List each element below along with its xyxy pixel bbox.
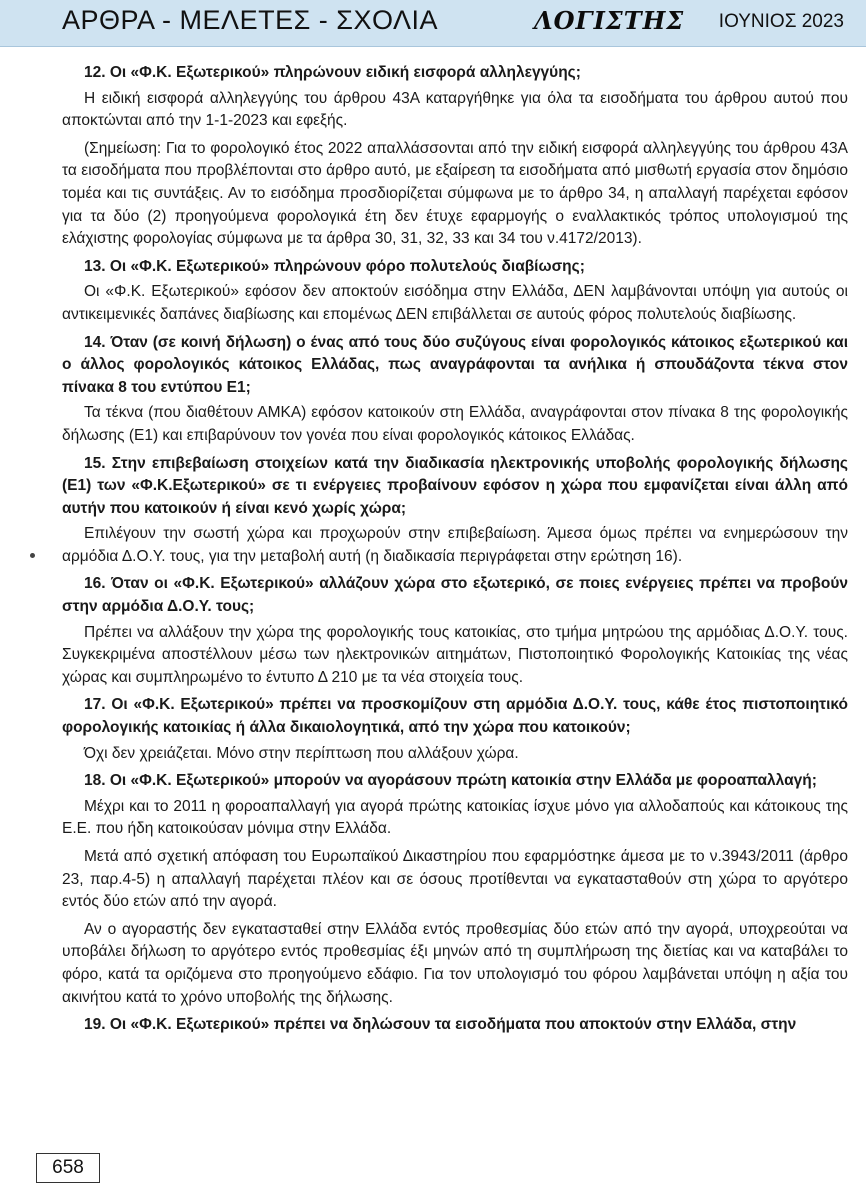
answer-18-p2: Μετά από σχετική απόφαση του Ευρωπαϊκού Δικαστηρίου που εφαρμόστηκε άμεσα με το ν.3943/2011 (άρθρο 23, παρ.4-5) η απαλλαγή παρέχεται πλέον και σε όσους προτίθενται να εγκατασταθούν στη χώρα το αργότερο εντός δύο ετών από την αγορά. <box>62 848 848 911</box>
question-12: 12. Οι «Φ.Κ. Εξωτερικού» πληρώνουν ειδική εισφορά αλληλεγγύης; <box>84 64 581 81</box>
margin-dot <box>30 553 35 558</box>
section-title: ΑΡΘΡΑ - ΜΕΛΕΤΕΣ - ΣΧΟΛΙΑ <box>62 5 439 35</box>
question-17: 17. Οι «Φ.Κ. Εξωτερικού» πρέπει να προσκομίζουν στη αρμόδια Δ.Ο.Υ. τους, κάθε έτος πιστοποιητικό φορολογικής κατοικίας ή άλλα δικαιολογητικά, από την χώρα που κατοικούν; <box>62 696 848 737</box>
question-18: 18. Οι «Φ.Κ. Εξωτερικού» μπορούν να αγοράσουν πρώτη κατοικία στην Ελλάδα με φοροαπαλλαγή; <box>84 772 817 790</box>
issue-date: ΙΟΥΝΙΟΣ 2023 <box>718 11 844 32</box>
page-header <box>0 0 866 47</box>
answer-15: Επιλέγουν την σωστή χώρα και προχωρούν στην επιβεβαίωση. Άμεσα όμως πρέπει να ενημερώσουν την αρμόδια Δ.Ο.Υ. τους, για την μεταβολή αυτή (η διαδικασία περιγράφεται στην ερώτηση 16). <box>62 525 848 565</box>
article-body <box>62 62 848 1037</box>
question-14: 14. Όταν (σε κοινή δήλωση) ο ένας από τους δύο συζύγους είναι φορολογικός κάτοικος εξωτερικού και ο άλλος φορολογικός κάτοικος Ελλάδας, πως αναγράφονται τα ανήλικα ή σπουδάζοντα τέκνα στον πίνακα 8 του εντύπου Ε1; <box>62 333 848 396</box>
answer-17: Όχι δεν χρειάζεται. Μόνο στην περίπτωση που αλλάξουν χώρα. <box>84 744 519 762</box>
answer-16: Πρέπει να αλλάξουν την χώρα της φορολογικής τους κατοικίας, στο τμήμα μητρώου της αρμόδιας Δ.Ο.Υ. τους. Συγκεκριμένα αποστέλλουν μέσω των ηλεκτρονικών αιτημάτων, Πιστοποιητικό Φορολογικής Κατοικίας της νέας χώρας και συμπληρωμένο το έντυπο Δ 210 με τα νέα στοιχεία τους. <box>62 623 848 686</box>
answer-12-note: (Σημείωση: Για το φορολογικό έτος 2022 απαλλάσσονται από την ειδική εισφορά αλληλεγγύης του άρθρου 43Α τα εισοδήματα που προβλέπονται στο άρθρο αυτό, με εξαίρεση τα εισοδήματα από μισθωτή εργασία στον δημόσιο τομέα και τις συντάξεις. Αν το εισόδημα προσδιορίζεται σύμφωνα με το άρθρο 34, η απαλλαγή παρέχεται εφόσον για τα δύο (2) προηγούμενα φορολογικά έτη δεν έτυχε εφαρμογής ο εναλλακτικός τρόπος υπολογισμού της ελάχιστης φορολογίας σύμφωνα με τα άρθρα 30, 31, 32, 33 και 34 του ν.4172/2013). <box>62 139 848 248</box>
page-number: 658 <box>36 1153 100 1183</box>
question-13: 13. Οι «Φ.Κ. Εξωτερικού» πληρώνουν φόρο πολυτελούς διαβίωσης; <box>84 257 585 275</box>
answer-13: Οι «Φ.Κ. Εξωτερικού» εφόσον δεν αποκτούν εισόδημα στην Ελλάδα, ΔΕΝ λαμβάνονται υπόψη για αυτούς οι αντικειμενικές δαπάνες διαβίωσης και επομένως ΔΕΝ επιβάλλεται σε αυτούς φόρος πολυτελούς διαβίωσης. <box>62 283 848 323</box>
question-19: 19. Οι «Φ.Κ. Εξωτερικού» πρέπει να δηλώσουν τα εισοδήματα που αποκτούν στην Ελλάδα, στην <box>84 1016 797 1034</box>
answer-12-p1: Η ειδική εισφορά αλληλεγγύης του άρθρου 43Α καταργήθηκε για όλα τα εισοδήματα του άρθρου αυτού που αποκτώνται από την 1-1-2023 και εφεξής. <box>62 89 848 130</box>
question-16: 16. Όταν οι «Φ.Κ. Εξωτερικού» αλλάζουν χώρα στο εξωτερικό, σε ποιες ενέργειες πρέπει να προβούν στην αρμόδια Δ.Ο.Υ. τους; <box>62 575 848 616</box>
answer-14: Τα τέκνα (που διαθέτουν ΑΜΚΑ) εφόσον κατοικούν στη Ελλάδα, αναγράφονται στον πίνακα 8 της φορολογικής δήλωσης (Ε1) και επιβαρύνουν τον γονέα που είναι φορολογικός κάτοικος Ελλάδας. <box>62 404 848 444</box>
question-15: 15. Στην επιβεβαίωση στοιχείων κατά την διαδικασία ηλεκτρονικής υποβολής φορολογικής δήλωσης (Ε1) των «Φ.Κ.Εξωτερικού» σε τι ενέργειες προβαίνουν εφόσον η χώρα που εμφανίζεται είναι άλλη από αυτήν που κατοικούν ή είναι κενό χωρίς χώρα; <box>62 454 848 517</box>
answer-18-p3: Αν ο αγοραστής δεν εγκατασταθεί στην Ελλάδα εντός προθεσμίας δύο ετών από την αγορά, υποχρεούται να υποβάλει δήλωση το αργότερο εντός προθεσμίας έξι μηνών από τη συμπλήρωση της διετίας και να καταβάλει το φόρο, κατά τα οριζόμενα στο προηγούμενο εδάφιο. Για τον υπολογισμό του φόρου λαμβάνεται υπόψη η αξία του ακινήτου κατά το χρόνο υποβολής της δήλωσης. <box>62 920 848 1006</box>
answer-18-p1: Μέχρι και το 2011 η φοροαπαλλαγή για αγορά πρώτης κατοικίας ίσχυε μόνο για αλλοδαπούς και κάτοικους της Ε.Ε. που ήδη κατοικούσαν μόνιμα στην Ελλάδα. <box>62 797 848 838</box>
magazine-logo: ΛΟΓΙΣΤΗΣ <box>534 6 685 35</box>
